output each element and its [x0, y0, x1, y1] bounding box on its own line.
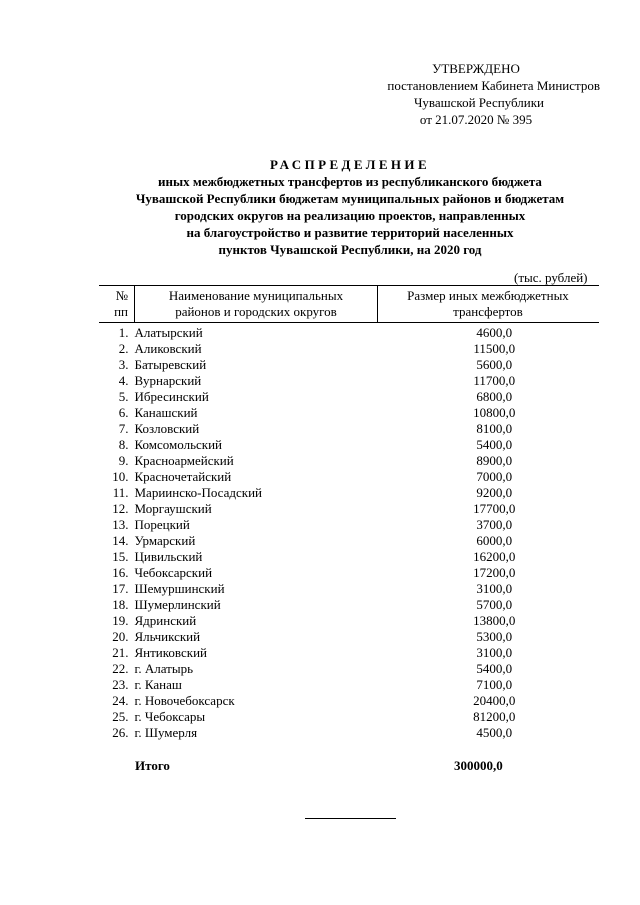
- table-row: [99, 661, 599, 677]
- row-number: 6.: [118, 405, 129, 420]
- row-number: 18.: [112, 597, 129, 612]
- row-number: 5.: [118, 389, 129, 404]
- distribution-table: [99, 285, 599, 741]
- table-row: [99, 517, 599, 533]
- table-row: [99, 501, 599, 517]
- title-line: пунктов Чувашской Республики, на 2020 год: [218, 242, 482, 257]
- table-row: [99, 629, 599, 645]
- row-number: 8.: [118, 437, 129, 452]
- table-row: [99, 357, 599, 373]
- approval-resolution: постановлением Кабинета Министров: [387, 78, 600, 93]
- row-number: 7.: [118, 421, 129, 436]
- row-name: Порецкий: [134, 517, 190, 532]
- table-row: [99, 469, 599, 485]
- total-label: Итого: [135, 758, 170, 773]
- row-number: 20.: [112, 629, 129, 644]
- row-number: 15.: [112, 549, 129, 564]
- row-number: 16.: [112, 565, 129, 580]
- header-name-bottom: районов и городских округов: [175, 304, 337, 319]
- table-row: [99, 421, 599, 437]
- row-amount: 13800,0: [473, 613, 516, 628]
- table-row: [99, 453, 599, 469]
- row-number: 25.: [112, 709, 129, 724]
- row-name: Батыревский: [134, 357, 207, 372]
- row-amount: 5300,0: [476, 629, 513, 644]
- row-number: 3.: [118, 357, 129, 372]
- row-name: Моргаушский: [134, 501, 212, 516]
- table-row: [99, 549, 599, 565]
- row-number: 11.: [112, 485, 129, 500]
- row-name: Аликовский: [134, 341, 202, 356]
- table-row: [99, 373, 599, 389]
- total-amount: 300000,0: [454, 758, 503, 773]
- title-line: Чувашской Республики бюджетам муниципальных районов и бюджетам: [135, 191, 565, 206]
- table-row: [99, 341, 599, 357]
- row-number: 14.: [112, 533, 129, 548]
- header-amount-top: Размер иных межбюджетных: [407, 288, 569, 303]
- table-row: [99, 323, 599, 342]
- row-name: Мариинско-Посадский: [134, 485, 262, 500]
- table-row: [99, 613, 599, 629]
- row-number: 10.: [112, 469, 129, 484]
- title-heading: РАСПРЕДЕЛЕНИЕ: [269, 157, 431, 172]
- table-row: [99, 709, 599, 725]
- row-name: Янтиковский: [134, 645, 207, 660]
- table-header-row: [99, 286, 599, 323]
- table-row: [99, 533, 599, 549]
- row-name: Красночетайский: [134, 469, 232, 484]
- row-name: Шумерлинский: [134, 597, 221, 612]
- row-amount: 3700,0: [476, 517, 513, 532]
- row-amount: 5600,0: [476, 357, 513, 372]
- row-name: г. Новочебоксарск: [134, 693, 235, 708]
- title-line: городских округов на реализацию проектов, направленных: [174, 208, 526, 223]
- row-number: 1.: [118, 325, 129, 340]
- row-name: Яльчикский: [134, 629, 201, 644]
- row-amount: 11500,0: [473, 341, 516, 356]
- row-number: 19.: [112, 613, 129, 628]
- row-number: 12.: [112, 501, 129, 516]
- table-row: [99, 725, 599, 741]
- row-amount: 3100,0: [476, 645, 513, 660]
- row-number: 13.: [112, 517, 129, 532]
- row-amount: 5700,0: [476, 597, 513, 612]
- row-amount: 3100,0: [476, 581, 513, 596]
- row-name: Урмарский: [134, 533, 196, 548]
- row-number: 2.: [118, 341, 129, 356]
- unit-label: (тыс. рублей): [514, 270, 588, 285]
- row-amount: 11700,0: [473, 373, 516, 388]
- row-amount: 9200,0: [476, 485, 513, 500]
- row-amount: 7100,0: [476, 677, 513, 692]
- header-number-bottom: пп: [114, 304, 128, 319]
- table-row: [99, 597, 599, 613]
- row-amount: 6000,0: [476, 533, 513, 548]
- approval-block: [330, 60, 622, 128]
- row-amount: 8900,0: [476, 453, 513, 468]
- approval-republic: Чувашской Республики: [413, 95, 545, 110]
- row-number: 22.: [112, 661, 129, 676]
- row-name: г. Чебоксары: [134, 709, 206, 724]
- document-title: [0, 156, 640, 258]
- header-name-top: Наименование муниципальных: [168, 288, 344, 303]
- header-name: [135, 286, 378, 323]
- row-amount: 81200,0: [473, 709, 516, 724]
- header-amount: [378, 286, 600, 323]
- approval-title: УТВЕРЖДЕНО: [432, 61, 520, 76]
- row-name: г. Шумерля: [134, 725, 198, 740]
- table-row: [99, 565, 599, 581]
- header-number-top: №: [115, 288, 128, 303]
- row-name: Шемуршинский: [134, 581, 225, 596]
- row-number: 23.: [112, 677, 129, 692]
- row-number: 24.: [112, 693, 129, 708]
- row-name: Канашский: [134, 405, 198, 420]
- row-name: г. Алатырь: [134, 661, 194, 676]
- row-amount: 7000,0: [476, 469, 513, 484]
- table-row: [99, 437, 599, 453]
- table-row: [99, 389, 599, 405]
- table-row: [99, 693, 599, 709]
- table-row: [99, 677, 599, 693]
- row-name: Комсомольский: [134, 437, 222, 452]
- row-number: 4.: [118, 373, 129, 388]
- row-number: 9.: [118, 453, 129, 468]
- table-row: [99, 645, 599, 661]
- title-line: на благоустройство и развитие территорий населенных: [186, 225, 514, 240]
- header-number: [99, 286, 135, 323]
- row-name: Вурнарский: [134, 373, 202, 388]
- row-amount: 4600,0: [476, 325, 513, 340]
- row-amount: 16200,0: [473, 549, 516, 564]
- row-amount: 17200,0: [473, 565, 516, 580]
- row-name: Козловский: [134, 421, 200, 436]
- table-row: [99, 485, 599, 501]
- row-name: г. Канаш: [134, 677, 182, 692]
- row-number: 26.: [112, 725, 129, 740]
- row-amount: 5400,0: [476, 661, 513, 676]
- row-name: Ядринский: [134, 613, 197, 628]
- row-amount: 6800,0: [476, 389, 513, 404]
- table-row: [99, 405, 599, 421]
- row-amount: 8100,0: [476, 421, 513, 436]
- approval-date-number: от 21.07.2020 № 395: [419, 112, 533, 127]
- row-amount: 10800,0: [473, 405, 516, 420]
- row-amount: 20400,0: [473, 693, 516, 708]
- row-name: Цивильский: [134, 549, 203, 564]
- row-name: Красноармейский: [134, 453, 234, 468]
- row-name: Алатырский: [134, 325, 203, 340]
- row-name: Ибресинский: [134, 389, 209, 404]
- row-number: 21.: [112, 645, 129, 660]
- row-name: Чебоксарский: [134, 565, 213, 580]
- row-amount: 5400,0: [476, 437, 513, 452]
- header-amount-bottom: трансфертов: [453, 304, 523, 319]
- table-row: [99, 581, 599, 597]
- title-line: иных межбюджетных трансфертов из республиканского бюджета: [158, 174, 542, 189]
- row-amount: 17700,0: [473, 501, 516, 516]
- row-amount: 4500,0: [476, 725, 513, 740]
- row-number: 17.: [112, 581, 129, 596]
- end-rule: [305, 818, 396, 819]
